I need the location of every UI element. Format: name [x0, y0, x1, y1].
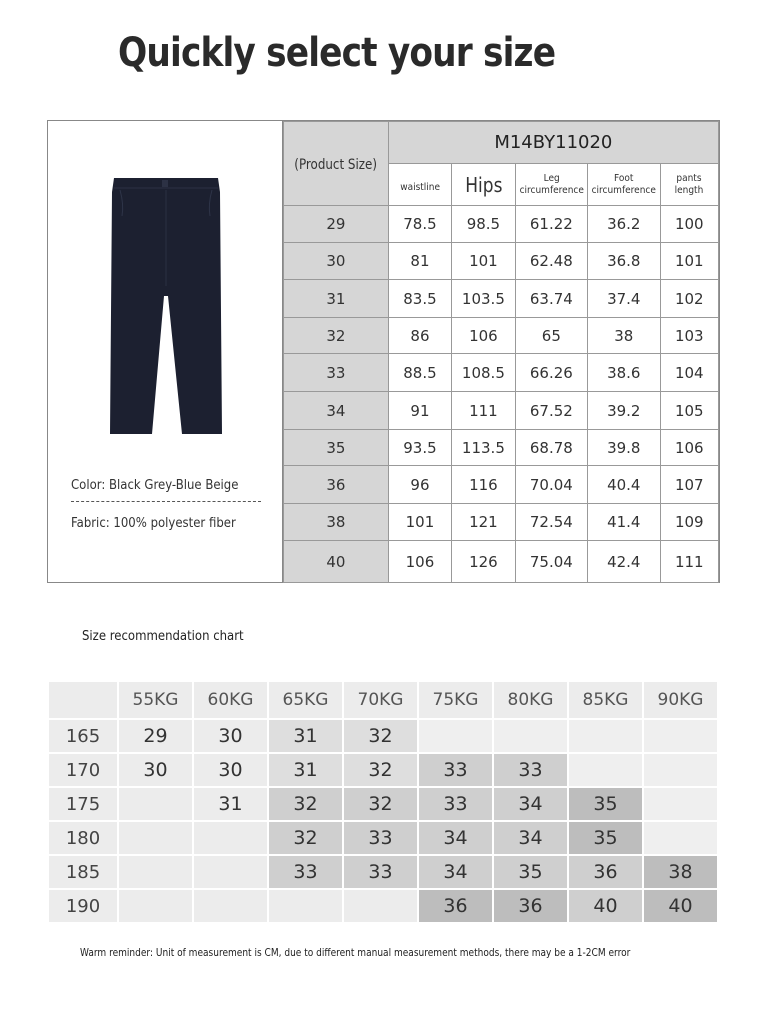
cell-size: 36: [284, 466, 389, 504]
height-label: 175: [48, 787, 118, 821]
product-size-header: (Product Size): [284, 122, 389, 206]
table-row: [284, 466, 719, 504]
size-cell: 32: [268, 787, 343, 821]
size-cell: 36: [418, 889, 493, 923]
size-cell: 31: [193, 787, 268, 821]
cell-hips: 113.5: [452, 430, 515, 466]
cell-waist: 101: [388, 504, 451, 541]
cell-size: 31: [284, 280, 389, 318]
cell-leg: 62.48: [515, 243, 587, 280]
size-cell: [643, 821, 718, 855]
cell-length: 107: [660, 466, 718, 504]
size-table: [283, 121, 719, 583]
cell-foot: 42.4: [588, 541, 660, 583]
cell-length: 100: [660, 206, 718, 243]
height-label: 185: [48, 855, 118, 889]
size-cell: 36: [568, 855, 643, 889]
size-cell: 34: [493, 821, 568, 855]
corner-cell: [48, 681, 118, 719]
table-row: [48, 719, 718, 753]
header-hips: Hips: [452, 164, 515, 206]
size-cell: [193, 889, 268, 923]
cell-size: 34: [284, 392, 389, 430]
cell-size: 35: [284, 430, 389, 466]
size-cell: 32: [268, 821, 343, 855]
cell-leg: 61.22: [515, 206, 587, 243]
header-waistline: waistline: [388, 164, 451, 206]
size-cell: 33: [268, 855, 343, 889]
page-title: Quickly select your size: [118, 30, 556, 76]
cell-length: 106: [660, 430, 718, 466]
size-cell: [268, 889, 343, 923]
size-cell: 32: [343, 787, 418, 821]
size-cell: 33: [343, 821, 418, 855]
cell-foot: 38: [588, 318, 660, 354]
cell-foot: 36.8: [588, 243, 660, 280]
weight-header-row: [48, 681, 718, 719]
size-cell: [118, 889, 193, 923]
cell-leg: 63.74: [515, 280, 587, 318]
weight-header: 70KG: [343, 681, 418, 719]
size-cell: 32: [343, 719, 418, 753]
cell-hips: 103.5: [452, 280, 515, 318]
divider: [71, 501, 261, 502]
cell-leg: 65: [515, 318, 587, 354]
height-label: 170: [48, 753, 118, 787]
cell-size: 38: [284, 504, 389, 541]
measurement-note: Warm reminder: Unit of measurement is CM, due to different manual measurement methods, there may be a 1-2CM error: [80, 946, 631, 959]
size-cell: 30: [193, 753, 268, 787]
product-panel: [48, 121, 283, 582]
cell-hips: 101: [452, 243, 515, 280]
cell-foot: 38.6: [588, 354, 660, 392]
table-row: [48, 821, 718, 855]
cell-waist: 86: [388, 318, 451, 354]
size-cell: 35: [568, 821, 643, 855]
cell-waist: 81: [388, 243, 451, 280]
model-number: M14BY11020: [388, 122, 718, 164]
cell-leg: 70.04: [515, 466, 587, 504]
cell-waist: 78.5: [388, 206, 451, 243]
cell-foot: 36.2: [588, 206, 660, 243]
size-cell: [118, 821, 193, 855]
pants-image: [106, 176, 226, 436]
size-cell: [643, 753, 718, 787]
size-cell: [493, 719, 568, 753]
table-row: [284, 354, 719, 392]
size-cell: 33: [418, 787, 493, 821]
cell-leg: 66.26: [515, 354, 587, 392]
size-cell: 38: [643, 855, 718, 889]
cell-hips: 121: [452, 504, 515, 541]
size-cell: 30: [118, 753, 193, 787]
cell-size: 33: [284, 354, 389, 392]
size-cell: 35: [493, 855, 568, 889]
size-cell: 33: [418, 753, 493, 787]
table-row: [48, 855, 718, 889]
cell-size: 32: [284, 318, 389, 354]
cell-foot: 40.4: [588, 466, 660, 504]
table-row: [284, 504, 719, 541]
cell-length: 104: [660, 354, 718, 392]
cell-length: 103: [660, 318, 718, 354]
cell-size: 29: [284, 206, 389, 243]
table-row: [284, 392, 719, 430]
size-cell: 29: [118, 719, 193, 753]
size-chart-section: [47, 120, 720, 583]
recommendation-table: [47, 680, 719, 924]
table-row: [284, 206, 719, 243]
table-row: [284, 318, 719, 354]
cell-waist: 106: [388, 541, 451, 583]
size-cell: 40: [568, 889, 643, 923]
weight-header: 85KG: [568, 681, 643, 719]
cell-length: 109: [660, 504, 718, 541]
cell-waist: 96: [388, 466, 451, 504]
size-cell: [568, 719, 643, 753]
size-cell: 40: [643, 889, 718, 923]
cell-waist: 88.5: [388, 354, 451, 392]
table-row: [48, 889, 718, 923]
table-row: [284, 541, 719, 583]
table-row: [48, 753, 718, 787]
size-cell: [643, 719, 718, 753]
product-fabric: Fabric: 100% polyester fiber: [71, 516, 236, 531]
product-color: Color: Black Grey-Blue Beige: [71, 478, 239, 493]
size-cell: 36: [493, 889, 568, 923]
recommendation-title: Size recommendation chart: [82, 629, 244, 644]
size-cell: 34: [418, 821, 493, 855]
cell-leg: 67.52: [515, 392, 587, 430]
size-cell: [568, 753, 643, 787]
weight-header: 65KG: [268, 681, 343, 719]
header-leg-circumference: Leg circumference: [515, 164, 587, 206]
cell-leg: 72.54: [515, 504, 587, 541]
weight-header: 90KG: [643, 681, 718, 719]
size-cell: [193, 821, 268, 855]
height-label: 190: [48, 889, 118, 923]
table-row: [284, 280, 719, 318]
cell-hips: 106: [452, 318, 515, 354]
cell-waist: 91: [388, 392, 451, 430]
cell-waist: 83.5: [388, 280, 451, 318]
header-foot-circumference: Foot circumference: [588, 164, 660, 206]
cell-length: 105: [660, 392, 718, 430]
cell-length: 111: [660, 541, 718, 583]
size-cell: 34: [493, 787, 568, 821]
cell-hips: 126: [452, 541, 515, 583]
cell-leg: 75.04: [515, 541, 587, 583]
cell-hips: 111: [452, 392, 515, 430]
size-cell: [418, 719, 493, 753]
height-label: 180: [48, 821, 118, 855]
weight-header: 55KG: [118, 681, 193, 719]
cell-length: 102: [660, 280, 718, 318]
size-cell: 35: [568, 787, 643, 821]
cell-foot: 41.4: [588, 504, 660, 541]
cell-waist: 93.5: [388, 430, 451, 466]
size-cell: 33: [493, 753, 568, 787]
size-cell: [343, 889, 418, 923]
size-cell: 34: [418, 855, 493, 889]
cell-foot: 37.4: [588, 280, 660, 318]
size-cell: 31: [268, 753, 343, 787]
header-pants-length: pants length: [660, 164, 718, 206]
cell-hips: 116: [452, 466, 515, 504]
table-row: [284, 243, 719, 280]
size-cell: 30: [193, 719, 268, 753]
cell-size: 40: [284, 541, 389, 583]
cell-length: 101: [660, 243, 718, 280]
weight-header: 60KG: [193, 681, 268, 719]
size-cell: [643, 787, 718, 821]
size-cell: [118, 855, 193, 889]
cell-hips: 98.5: [452, 206, 515, 243]
table-row: [284, 430, 719, 466]
cell-leg: 68.78: [515, 430, 587, 466]
weight-header: 75KG: [418, 681, 493, 719]
weight-header: 80KG: [493, 681, 568, 719]
size-cell: [193, 855, 268, 889]
size-cell: [118, 787, 193, 821]
size-cell: 32: [343, 753, 418, 787]
cell-foot: 39.2: [588, 392, 660, 430]
table-row: [48, 787, 718, 821]
cell-foot: 39.8: [588, 430, 660, 466]
cell-size: 30: [284, 243, 389, 280]
size-cell: 31: [268, 719, 343, 753]
height-label: 165: [48, 719, 118, 753]
size-cell: 33: [343, 855, 418, 889]
cell-hips: 108.5: [452, 354, 515, 392]
